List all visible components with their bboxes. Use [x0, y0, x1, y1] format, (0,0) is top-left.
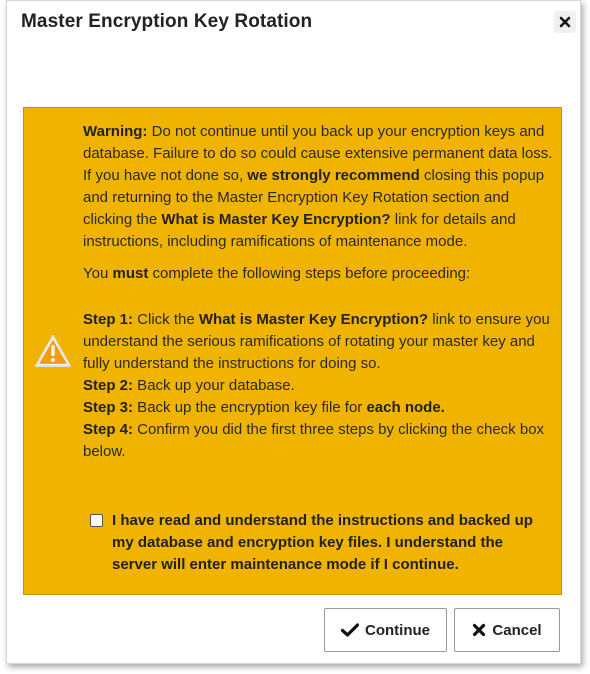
checkmark-icon	[341, 623, 359, 637]
warning-text-1: Do not continue until you back up your encryption keys and database. Failure to do so could cause extensive permanent data loss. If you have not done so,	[83, 123, 553, 184]
warning-bold-1: we strongly recommend	[247, 167, 420, 184]
step-bold: each node.	[366, 399, 445, 416]
close-icon	[559, 16, 571, 28]
step-label: Step 1:	[83, 311, 134, 328]
step-label: Step 4:	[83, 421, 134, 438]
warning-bold-2: What is Master Key Encryption?	[161, 211, 391, 228]
step-bold: What is Master Key Encryption?	[198, 311, 429, 328]
warning-panel	[23, 107, 562, 595]
continue-label: Continue	[365, 621, 430, 639]
step-3	[83, 397, 555, 419]
intro-text-1: You	[83, 265, 113, 282]
steps-list	[83, 309, 555, 463]
close-icon	[472, 623, 486, 637]
warning-paragraph	[83, 121, 555, 253]
step-label: Step 3:	[83, 399, 134, 416]
acknowledge-checkbox[interactable]	[90, 514, 103, 527]
step-4	[83, 419, 555, 463]
step-text: Confirm you did the first three steps by clicking the check box below.	[83, 421, 545, 460]
step-text: Back up your database.	[133, 377, 295, 394]
intro-text-2: complete the following steps before proceeding:	[148, 265, 471, 282]
warning-text	[83, 121, 555, 463]
warning-triangle-icon	[34, 334, 72, 368]
cancel-label: Cancel	[492, 621, 542, 639]
warning-text-2: closing this popup and returning to the Master Encryption Key Rotation section and clicking the	[83, 167, 545, 228]
step-text: link to ensure you understand the serious ramifications of rotating your master key and fully understand the instructions for doing so.	[83, 311, 550, 372]
step-1	[83, 309, 555, 375]
step-text: Back up the encryption key file for	[133, 399, 367, 416]
warning-label: Warning:	[83, 123, 148, 140]
acknowledge-label[interactable]: I have read and understand the instructions and backed up my database and encryption key files. I understand the server will enter maintenance mode if I continue.	[112, 512, 533, 573]
warning-text-3: link for details and instructions, including ramifications of maintenance mode.	[83, 211, 516, 250]
intro-bold: must	[112, 265, 149, 282]
continue-button[interactable]	[324, 608, 447, 652]
step-2	[83, 375, 555, 397]
close-button[interactable]	[554, 11, 576, 33]
steps-intro	[83, 263, 555, 285]
dialog-title: Master Encryption Key Rotation	[21, 11, 313, 32]
cancel-button[interactable]	[454, 608, 560, 652]
step-text: Click the	[133, 311, 199, 328]
key-rotation-dialog	[6, 0, 581, 664]
step-label: Step 2:	[83, 377, 134, 394]
acknowledge-row[interactable]	[90, 510, 550, 576]
